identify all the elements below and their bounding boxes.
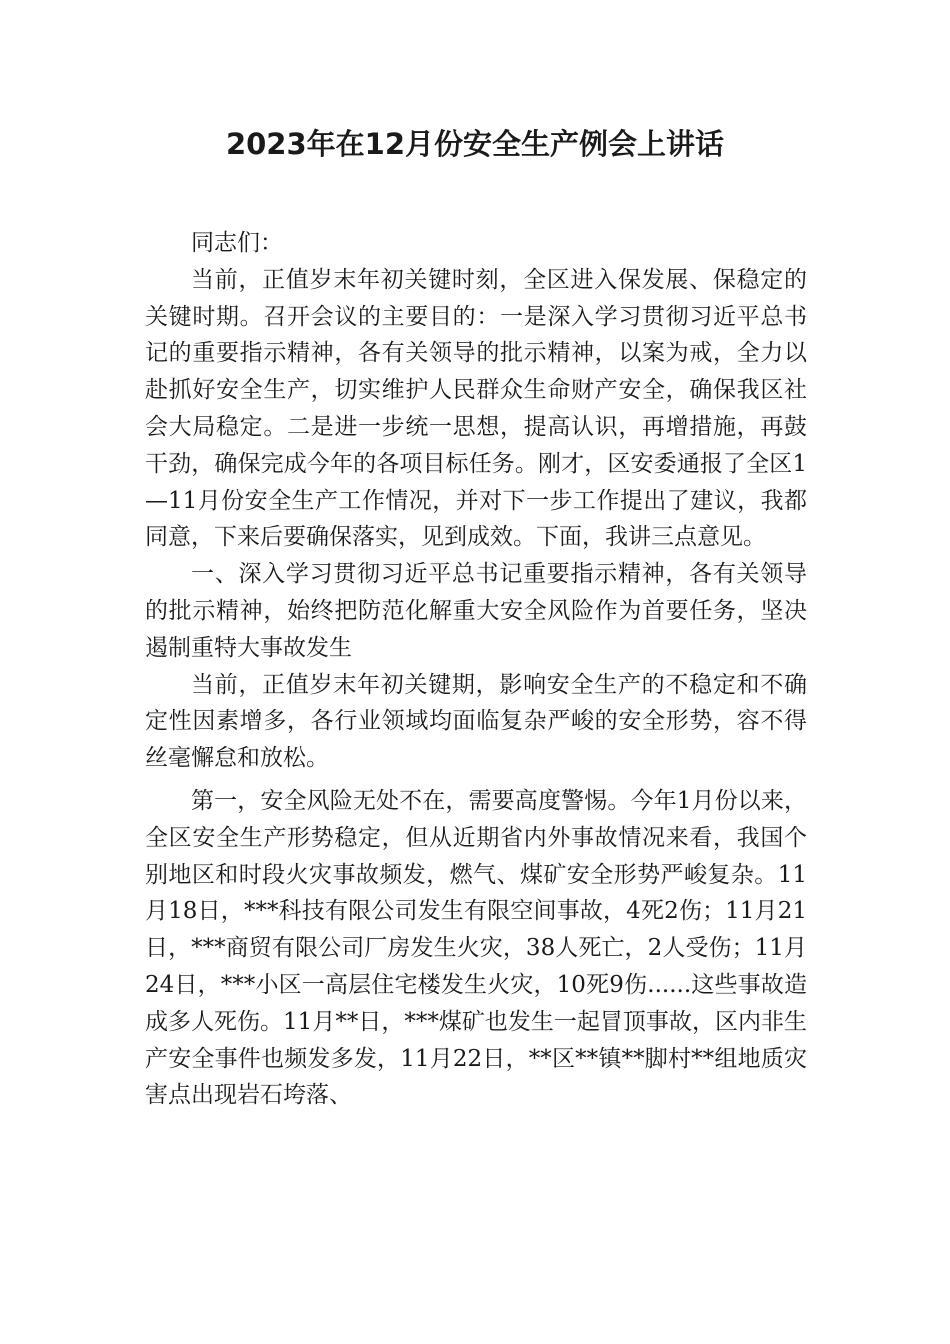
intro-paragraph: 当前，正值岁末年初关键时刻，全区进入保发展、保稳定的关键时期。召开会议的主要目的：一是深入学习贯彻习近平总书记的重要指示精神，各有关领导的批示精神，以案为戒，全力以赴抓好安全生产，切实维护人民群众生命财产安全，确保我区社会大局稳定。二是进一步统一思想，提高认识，再增措施，再鼓干劲，确保完成今年的各项目标任务。刚才，区安委通报了全区1—11月份安全生产工作情况，并对下一步工作提出了建议，我都同意，下来后要确保落实，见到成效。下面，我讲三点意见。	[145, 266, 807, 551]
document-title: 2023年在12月份安全生产例会上讲话	[225, 127, 725, 161]
section-heading-1: 一、深入学习贯彻习近平总书记重要指示精神，各有关领导的批示精神，始终把防范化解重大安全风险作为首要任务，坚决遏制重特大事故发生	[145, 561, 807, 661]
situation-paragraph: 当前，正值岁末年初关键期，影响安全生产的不稳定和不确定性因素增多，各行业领域均面临复杂严峻的安全形势，容不得丝毫懈怠和放松。	[145, 671, 807, 772]
salutation-paragraph: 同志们：	[191, 230, 283, 256]
point-one-paragraph: 第一，安全风险无处不在，需要高度警惕。今年1月份以来，全区安全生产形势稳定，但从近期省内外事故情况来看，我国个别地区和时段火灾事故频发，燃气、煤矿安全形势严峻复杂。11月18日，***科技有限公司发生有限空间事故，4死2伤；11月21日，***商贸有限公司厂房发生火灾，38人死亡，2人受伤；11月24日，***小区一高层住宅楼发生火灾，10死9伤......这些事故造成多人死伤。11月**日，***煤矿也发生一起冒顶事故，区内非生产安全事件也频发多发，11月22日，**区**镇**脚村**组地质灾害点出现岩石垮落、	[145, 787, 807, 1109]
document-body	[145, 225, 807, 1114]
